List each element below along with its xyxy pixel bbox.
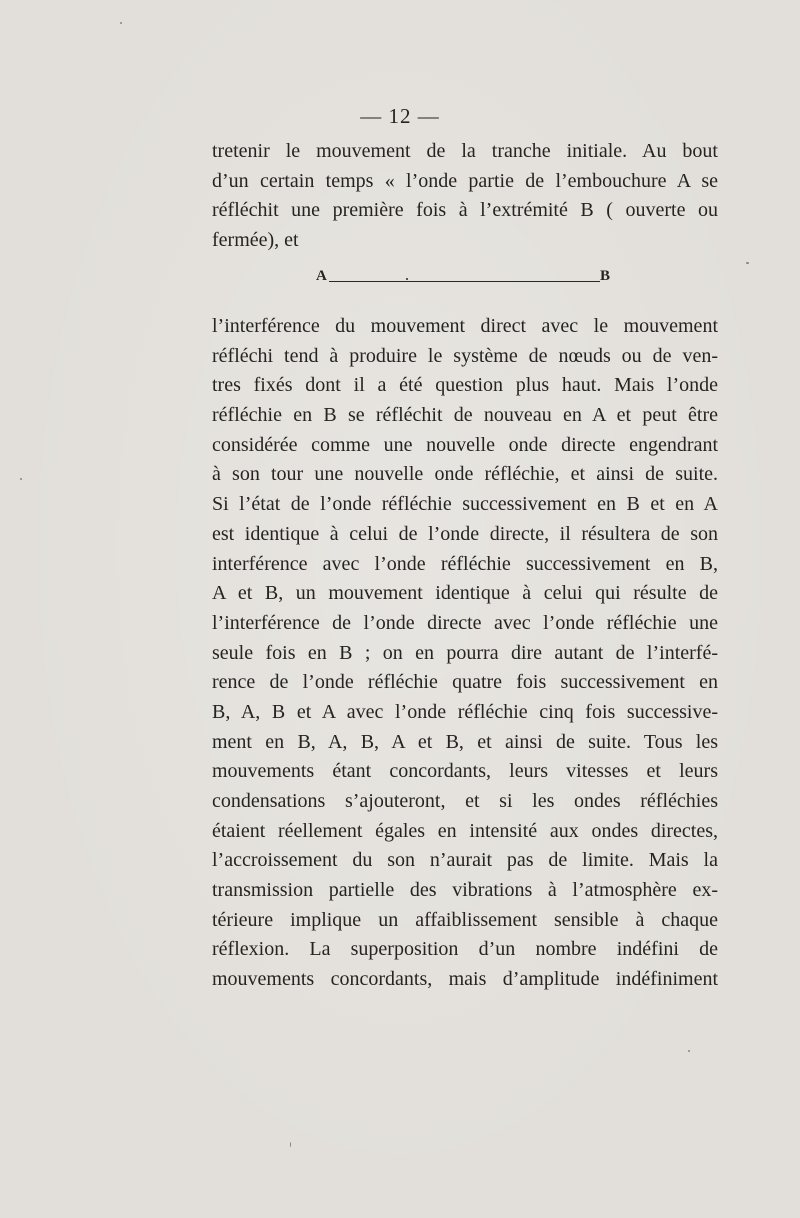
text-line: A et B, un mouvement identique à celui qui résulte de: [212, 582, 718, 605]
text-line: térieure implique un affaiblissement sensible à chaque: [212, 908, 718, 931]
text-line: considérée comme une nouvelle onde directe engendrant: [212, 433, 718, 456]
page-number: — 12 —: [360, 104, 440, 128]
text-line: B, A, B et A avec l’onde réfléchie cinq fois successive-: [212, 700, 718, 723]
text-line: est identique à celui de l’onde directe, il résultera de son: [212, 522, 718, 545]
text-line: à son tour une nouvelle onde réfléchie, et ainsi de suite.: [212, 463, 718, 486]
text-line: réfléchi tend à produire le système de nœuds ou de ven-: [212, 344, 718, 367]
text-line: fermée), et: [212, 229, 299, 252]
text-line: transmission partielle des vibrations à l’atmosphère ex-: [212, 879, 718, 902]
text-line: mouvements étant concordants, leurs vitesses et leurs: [212, 760, 718, 783]
pipe-segment-line: [329, 281, 600, 282]
text-line: l’interférence du mouvement direct avec le mouvement: [212, 315, 718, 337]
paragraph-2: [212, 312, 718, 995]
text-line: condensations s’ajouteront, et si les ondes réfléchies: [212, 790, 718, 812]
pipe-diagram-ab: [316, 268, 616, 294]
text-line: interférence avec l’onde réfléchie successivement en B,: [212, 552, 718, 575]
text-line: l’accroissement du son n’aurait pas de limite. Mais la: [212, 849, 718, 872]
text-line: Si l’état de l’onde réfléchie successivement en B et en A: [212, 493, 718, 516]
text-line: ment en B, A, B, A et B, et ainsi de suite. Tous les: [212, 730, 718, 753]
paragraph-1: [212, 137, 718, 256]
text-line: mouvements concordants, mais d’amplitude indéfiniment: [212, 968, 718, 991]
text-line: rence de l’onde réfléchie quatre fois successivement en: [212, 671, 718, 694]
point-b-label: B: [600, 268, 611, 284]
text-line: l’interférence de l’onde directe avec l’onde réfléchie une: [212, 611, 718, 634]
text-line: seule fois en B ; on en pourra dire autant de l’interfé-: [212, 641, 718, 664]
text-line: réfléchit une première fois à l’extrémité B ( ouverte ou: [212, 199, 718, 222]
text-line: réfléchie en B se réfléchit de nouveau en A et peut être: [212, 404, 718, 427]
text-line: tres fixés dont il a été question plus haut. Mais l’onde: [212, 374, 718, 397]
text-line: tretenir le mouvement de la tranche initiale. Au bout: [212, 140, 718, 162]
segment-mark: [406, 278, 408, 280]
text-line: étaient réellement égales en intensité aux ondes directes,: [212, 819, 718, 842]
point-a-label: A: [316, 268, 327, 284]
text-line: réflexion. La superposition d’un nombre indéfini de: [212, 938, 718, 961]
text-line: d’un certain temps « l’onde partie de l’embouchure A se: [212, 169, 718, 192]
